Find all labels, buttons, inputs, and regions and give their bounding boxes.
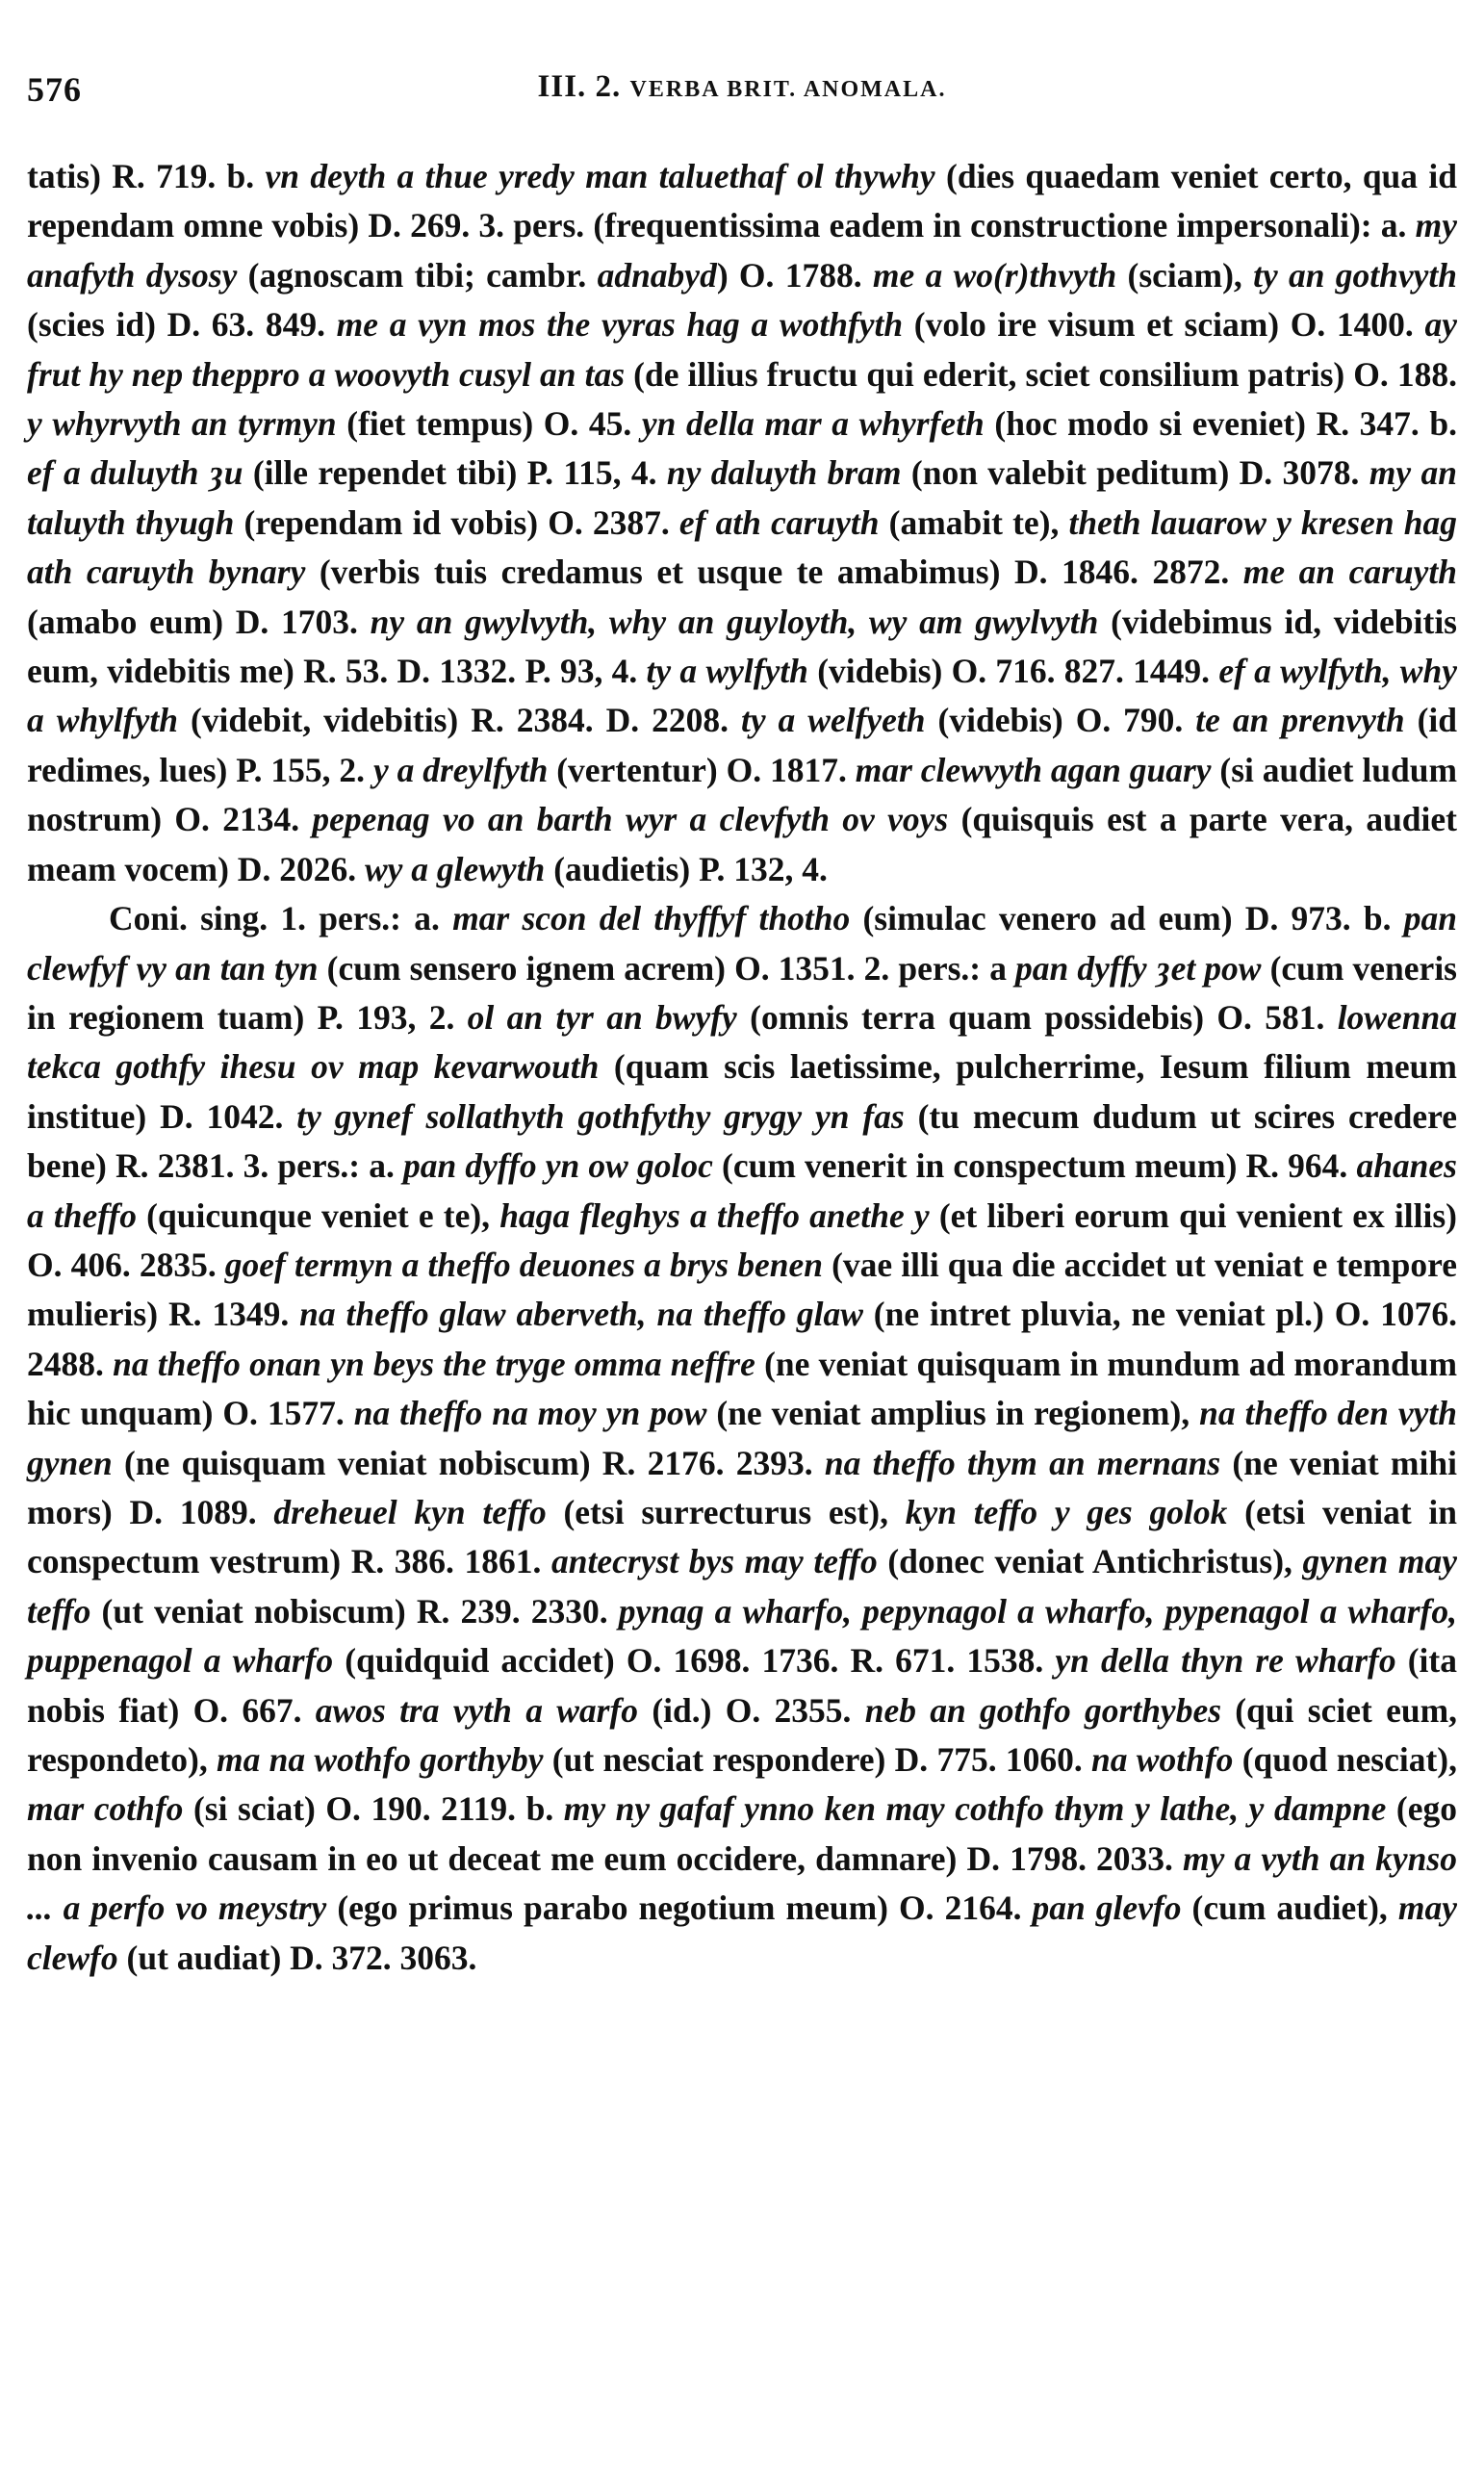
cornish-phrase: na theffo den vyth gynen bbox=[27, 1394, 1458, 1482]
cornish-phrase: may clewfo bbox=[27, 1888, 1457, 1977]
latin-gloss: (videbis) O. 716. 827. 1449. bbox=[807, 652, 1219, 691]
latin-gloss: (scies id) D. 63. 849. bbox=[27, 305, 337, 345]
latin-gloss: (vertentur) O. 1817. bbox=[548, 750, 856, 789]
latin-gloss: (quod nesciat), bbox=[1233, 1740, 1457, 1779]
latin-gloss: (id redimes, lues) P. 155, 2. bbox=[27, 701, 1457, 789]
cornish-phrase: my ny gafaf ynno ken may cothfo thym y lathe, y dampne bbox=[563, 1789, 1387, 1829]
latin-gloss: (non valebit peditum) D. 3078. bbox=[901, 453, 1369, 493]
cornish-phrase: haga fleghys a theffo anethe y bbox=[499, 1195, 930, 1235]
body-text bbox=[27, 152, 1457, 1983]
cornish-phrase: na theffo thym an mernans bbox=[824, 1443, 1221, 1482]
cornish-phrase: ty a welfyeth bbox=[740, 701, 926, 740]
latin-gloss: (amabo eum) D. 1703. bbox=[27, 602, 371, 641]
cornish-phrase: my an taluyth thyugh bbox=[27, 453, 1457, 542]
latin-gloss: (ut veniat nobiscum) R. 239. 2330. bbox=[90, 1591, 619, 1631]
latin-gloss: (ne veniat amplius in regionem), bbox=[706, 1394, 1200, 1433]
cornish-phrase: y whyrvyth an tyrmyn bbox=[27, 404, 337, 444]
cornish-phrase: y a dreylfyth bbox=[372, 750, 549, 789]
cornish-phrase: ahanes a theffo bbox=[27, 1146, 1457, 1235]
cornish-phrase: goef termyn a theffo deuones a brys benen bbox=[224, 1245, 823, 1284]
latin-gloss: (videbit, videbitis) R. 2384. D. 2208. bbox=[177, 701, 741, 740]
cornish-phrase: ty an gothvyth bbox=[1253, 255, 1458, 295]
latin-gloss: (quidquid accidet) O. 1698. 1736. R. 671. 1538. bbox=[333, 1641, 1056, 1681]
latin-gloss: (quisquis est a parte vera, audiet meam vocem) D. 2026. bbox=[27, 800, 1457, 888]
cornish-phrase: adnabyd bbox=[597, 255, 717, 295]
cornish-phrase: kyn teffo y ges golok bbox=[905, 1492, 1228, 1531]
latin-gloss: (ego primus parabo negotium meum) O. 2164. bbox=[326, 1888, 1033, 1928]
latin-gloss: (id.) O. 2355. bbox=[638, 1690, 865, 1730]
cornish-phrase: lowenna tekca gothfy ihesu ov map kevarwouth bbox=[27, 997, 1457, 1087]
page-number: 576 bbox=[27, 70, 82, 109]
latin-gloss: (qui sciet eum, respondeto), bbox=[27, 1690, 1458, 1779]
latin-gloss: (ut audiat) D. 372. 3063. bbox=[117, 1938, 477, 1977]
cornish-phrase: mar clewvyth agan guary bbox=[855, 750, 1212, 789]
cornish-phrase: me a vyn mos the vyras hag a wothfyth bbox=[336, 305, 904, 345]
latin-gloss: (donec veniat Antichristus), bbox=[877, 1542, 1303, 1581]
latin-gloss: (ego non invenio causam in eo ut deceat me eum occidere, damnare) D. 1798. 2033. bbox=[27, 1789, 1457, 1878]
latin-gloss: (ita nobis fiat) O. 667. bbox=[27, 1641, 1457, 1730]
cornish-phrase: awos tra vyth a warfo bbox=[315, 1690, 639, 1730]
latin-gloss: (volo ire visum et sciam) O. 1400. bbox=[903, 305, 1425, 345]
cornish-phrase: pan dyffo yn ow goloc bbox=[403, 1146, 713, 1186]
latin-gloss: (tu mecum dudum ut scires credere bene) R. 2381. 3. pers.: a. bbox=[27, 1096, 1457, 1186]
latin-gloss: (et liberi eorum qui venient ex illis) O. 406. 2835. bbox=[27, 1195, 1457, 1284]
latin-gloss: (cum audiet), bbox=[1181, 1888, 1398, 1928]
cornish-phrase: ef a wylfyth, why a whylfyth bbox=[27, 652, 1457, 740]
cornish-phrase: mar scon del thyffyf thotho bbox=[452, 899, 851, 938]
latin-gloss: (etsi surrecturus est), bbox=[546, 1492, 906, 1531]
latin-gloss: (agnoscam tibi; cambr. bbox=[237, 255, 598, 295]
cornish-phrase: pepenag vo an barth wyr a clevfyth ov voys bbox=[312, 800, 949, 839]
latin-gloss: (hoc modo si eveniet) R. 347. b. bbox=[984, 404, 1458, 444]
latin-gloss: (de illius fructu qui ederit, sciet consilium patris) O. 188. bbox=[625, 354, 1457, 394]
running-title-main: III. 2. bbox=[537, 69, 630, 104]
cornish-phrase: mar cothfo bbox=[27, 1789, 184, 1829]
latin-gloss: (dies quaedam veniet certo, qua id rependam omne vobis) D. 269. 3. pers. (frequentissima eadem in constructione impersonali): a. bbox=[27, 157, 1457, 245]
book-page bbox=[27, 0, 1457, 2466]
latin-gloss: (videbimus id, videbitis eum, videbitis me) R. 53. D. 1332. P. 93, 4. bbox=[27, 602, 1457, 691]
paragraph bbox=[27, 894, 1457, 1983]
cornish-phrase: te an prenvyth bbox=[1195, 701, 1405, 740]
latin-gloss: tatis) R. 719. b. bbox=[27, 157, 266, 195]
latin-gloss: (quam scis laetissime, pulcherrime, Iesum filium meum institue) D. 1042. bbox=[27, 1047, 1457, 1136]
cornish-phrase: theth lauarow y kresen hag ath caruyth bynary bbox=[27, 502, 1457, 592]
cornish-phrase: ny daluyth bram bbox=[666, 453, 902, 493]
cornish-phrase: ef a duluyth ȝu bbox=[27, 453, 243, 493]
cornish-phrase: na theffo glaw aberveth, na theffo glaw bbox=[299, 1295, 863, 1334]
latin-gloss: (ille rependet tibi) P. 115, 4. bbox=[243, 453, 667, 493]
latin-gloss: (etsi veniat in conspectum vestrum) R. 386. 1861. bbox=[27, 1492, 1458, 1581]
latin-gloss: (cum venerit in conspectum meum) R. 964. bbox=[712, 1146, 1357, 1186]
latin-gloss: (ne quisquam veniat nobiscum) R. 2176. 2393. bbox=[112, 1443, 825, 1482]
cornish-phrase: pynag a wharfo, pepynagol a wharfo, pypenagol a wharfo, puppenagol a wharfo bbox=[27, 1591, 1457, 1681]
latin-gloss: ) O. 1788. bbox=[716, 255, 873, 295]
latin-gloss: (omnis terra quam possidebis) O. 581. bbox=[736, 997, 1338, 1037]
latin-gloss: Coni. sing. 1. pers.: a. bbox=[109, 899, 453, 938]
cornish-phrase: my a vyth an kynso ... a perfo vo meystry bbox=[27, 1838, 1457, 1928]
latin-gloss: (cum veneris in regionem tuam) P. 193, 2. bbox=[27, 948, 1457, 1037]
cornish-phrase: yn della mar a whyrfeth bbox=[641, 404, 985, 444]
cornish-phrase: wy a glewyth bbox=[364, 849, 546, 888]
cornish-phrase: dreheuel kyn teffo bbox=[273, 1492, 547, 1531]
cornish-phrase: na wothfo bbox=[1091, 1740, 1234, 1779]
latin-gloss: (videbis) O. 790. bbox=[925, 701, 1196, 740]
page-header bbox=[27, 64, 1457, 121]
latin-gloss: (si sciat) O. 190. 2119. b. bbox=[183, 1789, 564, 1829]
latin-gloss: (rependam id vobis) O. 2387. bbox=[234, 502, 679, 542]
latin-gloss: (cum sensero ignem acrem) O. 1351. 2. pers.: a bbox=[318, 948, 1016, 988]
cornish-phrase: pan glevfo bbox=[1032, 1888, 1182, 1928]
cornish-phrase: antecryst bys may teffo bbox=[551, 1542, 878, 1581]
cornish-phrase: ay frut hy nep theppro a woovyth cusyl an tas bbox=[27, 305, 1457, 394]
running-title-caps: VERBA BRIT. ANOMALA. bbox=[629, 77, 947, 102]
latin-gloss: (fiet tempus) O. 45. bbox=[336, 404, 642, 444]
cornish-phrase: na theffo na moy yn pow bbox=[353, 1394, 707, 1433]
cornish-phrase: ef ath caruyth bbox=[678, 502, 880, 542]
latin-gloss: (ne intret pluvia, ne veniat pl.) O. 1076. 2488. bbox=[27, 1295, 1457, 1383]
latin-gloss: (ne veniat mihi mors) D. 1089. bbox=[27, 1443, 1457, 1531]
paragraph bbox=[27, 152, 1457, 894]
cornish-phrase: vn deyth a thue yredy man taluethaf ol thywhy bbox=[265, 157, 935, 195]
cornish-phrase: yn della thyn re wharfo bbox=[1055, 1641, 1396, 1681]
latin-gloss: (verbis tuis credamus et usque te amabimus) D. 1846. 2872. bbox=[305, 552, 1243, 592]
cornish-phrase: me a wo(r)thvyth bbox=[872, 255, 1117, 295]
cornish-phrase: ny an gwylvyth, why an guyloyth, wy am gwylvyth bbox=[370, 602, 1099, 641]
latin-gloss: (amabit te), bbox=[879, 502, 1069, 542]
cornish-phrase: ty gynef sollathyth gothfythy grygy yn fas bbox=[296, 1096, 905, 1136]
cornish-phrase: neb an gothfo gorthybes bbox=[864, 1690, 1222, 1730]
cornish-phrase: pan dyffy ȝet pow bbox=[1015, 948, 1262, 988]
latin-gloss: (si audiet ludum nostrum) O. 2134. bbox=[27, 750, 1458, 839]
latin-gloss: (quicunque veniet e te), bbox=[137, 1195, 500, 1235]
latin-gloss: (sciam), bbox=[1116, 255, 1254, 295]
cornish-phrase: gynen may teffo bbox=[27, 1542, 1458, 1631]
cornish-phrase: pan clewfyf vy an tan tyn bbox=[27, 899, 1457, 988]
running-title bbox=[27, 69, 1457, 105]
cornish-phrase: ty a wylfyth bbox=[646, 652, 808, 691]
latin-gloss: (vae illi qua die accidet ut veniat e tempore mulieris) R. 1349. bbox=[27, 1245, 1457, 1334]
latin-gloss: (simulac venero ad eum) D. 973. b. bbox=[850, 899, 1404, 938]
cornish-phrase: ma na wothfo gorthyby bbox=[216, 1740, 544, 1779]
latin-gloss: (audietis) P. 132, 4. bbox=[545, 849, 828, 888]
latin-gloss: (ut nesciat respondere) D. 775. 1060. bbox=[543, 1740, 1092, 1779]
cornish-phrase: me an caruyth bbox=[1242, 552, 1457, 592]
latin-gloss: (ne veniat quisquam in mundum ad morandum hic unquam) O. 1577. bbox=[27, 1344, 1458, 1433]
cornish-phrase: na theffo onan yn beys the tryge omma neffre bbox=[113, 1344, 755, 1383]
cornish-phrase: my anafyth dysosy bbox=[27, 206, 1457, 295]
cornish-phrase: ol an tyr an bwyfy bbox=[467, 997, 737, 1037]
